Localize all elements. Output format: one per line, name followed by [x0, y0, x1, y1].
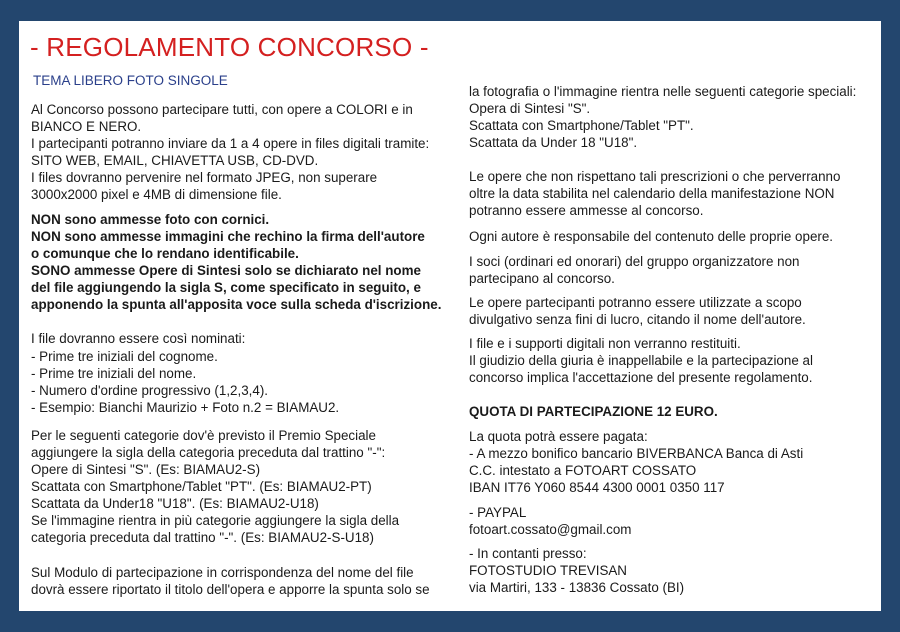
- text-line: via Martiri, 133 - 13836 Cossato (BI): [469, 580, 685, 595]
- text-line: divulgativo senza fini di lucro, citando il nome dell'autore.: [469, 312, 806, 327]
- text-line: categoria preceduta dal trattino "-". (Es: BIAMAU2-S-U18): [31, 530, 374, 545]
- text-line: BIANCO E NERO.: [31, 119, 142, 134]
- files-paragraph: [469, 335, 813, 386]
- usage-paragraph: [469, 294, 806, 328]
- text-line: La quota potrà essere pagata:: [469, 429, 648, 444]
- text-line: I partecipanti potranno inviare da 1 a 4 opere in files digitali tramite:: [31, 136, 430, 151]
- text-line: la fotografia o l'immagine rientra nelle seguenti categorie speciali:: [469, 84, 857, 99]
- list-item: - Numero d'ordine progressivo (1,2,3,4).: [31, 383, 268, 398]
- intro-paragraph: [31, 101, 429, 203]
- text-line: Scattata con Smartphone/Tablet "PT". (Es: BIAMAU2-PT): [31, 479, 372, 494]
- text-line: Opera di Sintesi "S".: [469, 101, 591, 116]
- page-subtitle: TEMA LIBERO FOTO SINGOLE: [33, 73, 228, 88]
- text-line: oltre la data stabilita nel calendario della manifestazione NON: [469, 186, 835, 201]
- text-line: SONO ammesse Opere di Sintesi solo se dichiarato nel nome: [31, 263, 421, 278]
- text-line: concorso implica l'accettazione del presente regolamento.: [469, 370, 813, 385]
- text-line: I files dovranno pervenire nel formato JPEG, non superare: [31, 170, 378, 185]
- email-address: fotoart.cossato@gmail.com: [469, 522, 632, 537]
- text-line: QUOTA DI PARTECIPAZIONE 12 EURO.: [469, 404, 718, 419]
- text-line: - A mezzo bonifico bancario BIVERBANCA Banca di Asti: [469, 446, 804, 461]
- naming-paragraph: [31, 330, 245, 347]
- text-line: I soci (ordinari ed onorari) del gruppo organizzatore non: [469, 254, 800, 269]
- soci-paragraph: [469, 253, 800, 287]
- text-line: Scattata con Smartphone/Tablet "PT".: [469, 118, 694, 133]
- text-line: I file e i supporti digitali non verranno restituiti.: [469, 336, 741, 351]
- text-line: I file dovranno essere così nominati:: [31, 331, 246, 346]
- text-line: Al Concorso possono partecipare tutti, con opere a COLORI e in: [31, 102, 413, 117]
- list-item: - Prime tre iniziali del nome.: [31, 366, 197, 381]
- rules-paragraph: [31, 211, 441, 313]
- modulo-paragraph: [31, 564, 430, 598]
- responsibility-paragraph: [469, 228, 833, 245]
- fee-heading: [469, 403, 718, 420]
- text-line: SITO WEB, EMAIL, CHIAVETTA USB, CD-DVD.: [31, 153, 319, 168]
- list-item: - Esempio: Bianchi Maurizio + Foto n.2 = BIAMAU2.: [31, 400, 340, 415]
- text-line: - In contanti presso:: [469, 546, 587, 561]
- regulation-sheet: [19, 21, 881, 611]
- text-line: o comunque che lo rendano identificabile.: [31, 246, 299, 261]
- text-line: dovrà essere riportato il titolo dell'opera e apporre la spunta solo se: [31, 582, 430, 597]
- page-title: - REGOLAMENTO CONCORSO -: [30, 32, 429, 62]
- text-line: NON sono ammesse foto con cornici.: [31, 212, 270, 227]
- text-line: apponendo la spunta all'apposita voce sulla scheda d'iscrizione.: [31, 297, 442, 312]
- text-line: - PAYPAL: [469, 505, 527, 520]
- text-line: FOTOSTUDIO TREVISAN: [469, 563, 627, 578]
- text-line: Scattata da Under 18 "U18".: [469, 135, 638, 150]
- text-line: aggiungere la sigla della categoria preceduta dal trattino "-":: [31, 445, 386, 460]
- text-line: 3000x2000 pixel e 4MB di dimensione file.: [31, 187, 282, 202]
- text-line: potranno essere ammesse al concorso.: [469, 203, 704, 218]
- text-line: Se l'immagine rientra in più categorie aggiungere la sigla della: [31, 513, 400, 528]
- text-line: C.C. intestato a FOTOART COSSATO: [469, 463, 697, 478]
- late-paragraph: [469, 168, 840, 219]
- payment-paragraph: [469, 428, 803, 496]
- text-line: IBAN IT76 Y060 8544 4300 0001 0350 117: [469, 480, 725, 495]
- list-item: - Prime tre iniziali del cognome.: [31, 349, 218, 364]
- cash-paragraph: [469, 545, 684, 596]
- text-line: partecipano al concorso.: [469, 271, 615, 286]
- text-line: Le opere partecipanti potranno essere utilizzate a scopo: [469, 295, 802, 310]
- text-line: Il giudizio della giuria è inappellabile e la partecipazione al: [469, 353, 813, 368]
- text-line: Opere di Sintesi "S". (Es: BIAMAU2-S): [31, 462, 261, 477]
- text-line: Scattata da Under18 "U18". (Es: BIAMAU2-U18): [31, 496, 319, 511]
- text-line: NON sono ammesse immagini che rechino la firma dell'autore: [31, 229, 425, 244]
- paypal-paragraph: [469, 504, 631, 538]
- special-paragraph: [31, 427, 399, 546]
- categories-paragraph: [469, 83, 856, 151]
- text-line: Per le seguenti categorie dov'è previsto il Premio Speciale: [31, 428, 376, 443]
- naming-list: [31, 348, 339, 416]
- text-line: Ogni autore è responsabile del contenuto delle proprie opere.: [469, 229, 834, 244]
- text-line: del file aggiungendo la sigla S, come specificato in seguito, e: [31, 280, 421, 295]
- text-line: Le opere che non rispettano tali prescrizioni o che perverranno: [469, 169, 841, 184]
- text-line: Sul Modulo di partecipazione in corrispondenza del nome del file: [31, 565, 414, 580]
